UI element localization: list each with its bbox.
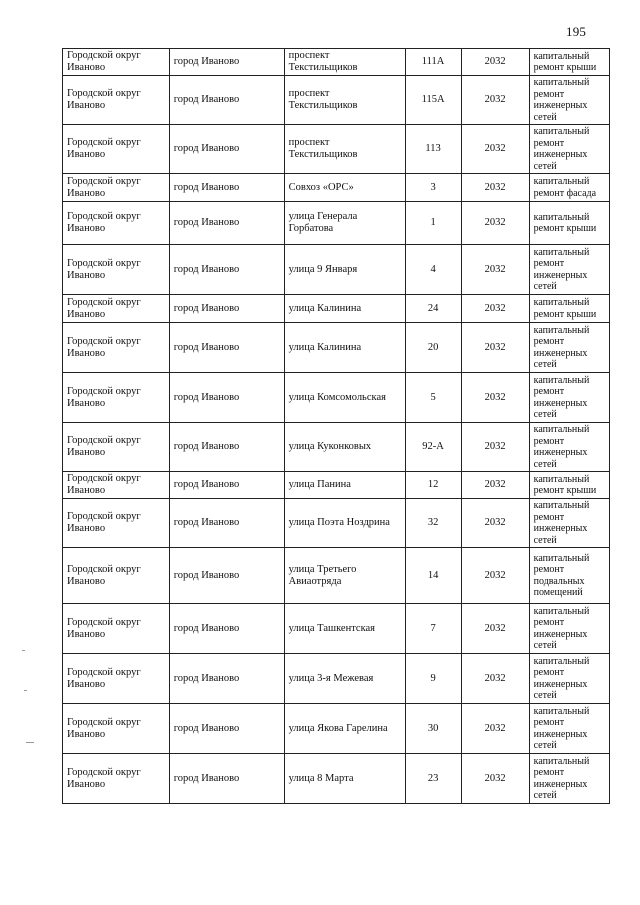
city-cell: город Иваново bbox=[169, 76, 284, 125]
city-cell: город Иваново bbox=[169, 202, 284, 245]
street-cell: улица 8 Марта bbox=[284, 754, 405, 804]
work-type-cell: капитальный ремонт инженерных сетей bbox=[529, 245, 609, 295]
street-cell: улица Калинина bbox=[284, 323, 405, 373]
work-type-cell: капитальный ремонт крыши bbox=[529, 202, 609, 245]
year-cell: 2032 bbox=[461, 754, 529, 804]
city-cell: город Иваново bbox=[169, 125, 284, 174]
street-cell: проспект Текстильщиков bbox=[284, 49, 405, 76]
house-number-cell: 5 bbox=[405, 373, 461, 423]
district-cell: Городской округ Иваново bbox=[63, 423, 170, 472]
street-cell: улица Третьего Авиаотряда bbox=[284, 548, 405, 604]
work-type-cell: капитальный ремонт инженерных сетей bbox=[529, 754, 609, 804]
street-cell: улица Якова Гарелина bbox=[284, 704, 405, 754]
table-row bbox=[63, 125, 610, 174]
street-cell: проспект Текстильщиков bbox=[284, 125, 405, 174]
district-cell: Городской округ Иваново bbox=[63, 174, 170, 202]
work-type-cell: капитальный ремонт инженерных сетей bbox=[529, 654, 609, 704]
year-cell: 2032 bbox=[461, 323, 529, 373]
city-cell: город Иваново bbox=[169, 604, 284, 654]
district-cell: Городской округ Иваново bbox=[63, 373, 170, 423]
year-cell: 2032 bbox=[461, 472, 529, 499]
table-row bbox=[63, 245, 610, 295]
table-row bbox=[63, 76, 610, 125]
table-row bbox=[63, 423, 610, 472]
district-cell: Городской округ Иваново bbox=[63, 499, 170, 548]
year-cell: 2032 bbox=[461, 373, 529, 423]
city-cell: город Иваново bbox=[169, 174, 284, 202]
table-row bbox=[63, 174, 610, 202]
year-cell: 2032 bbox=[461, 295, 529, 323]
scan-artifact bbox=[24, 690, 27, 691]
page-number: 195 bbox=[566, 24, 587, 39]
house-number-cell: 115А bbox=[405, 76, 461, 125]
street-cell: улица 9 Января bbox=[284, 245, 405, 295]
house-number-cell: 30 bbox=[405, 704, 461, 754]
year-cell: 2032 bbox=[461, 548, 529, 604]
city-cell: город Иваново bbox=[169, 472, 284, 499]
street-cell: улица Ташкентская bbox=[284, 604, 405, 654]
year-cell: 2032 bbox=[461, 174, 529, 202]
work-type-cell: капитальный ремонт инженерных сетей bbox=[529, 704, 609, 754]
work-type-cell: капитальный ремонт крыши bbox=[529, 295, 609, 323]
district-cell: Городской округ Иваново bbox=[63, 548, 170, 604]
district-cell: Городской округ Иваново bbox=[63, 323, 170, 373]
table-row bbox=[63, 373, 610, 423]
street-cell: улица Генерала Горбатова bbox=[284, 202, 405, 245]
house-number-cell: 12 bbox=[405, 472, 461, 499]
house-number-cell: 1 bbox=[405, 202, 461, 245]
street-cell: улица Комсомольская bbox=[284, 373, 405, 423]
year-cell: 2032 bbox=[461, 704, 529, 754]
year-cell: 2032 bbox=[461, 202, 529, 245]
table-row bbox=[63, 654, 610, 704]
year-cell: 2032 bbox=[461, 423, 529, 472]
city-cell: город Иваново bbox=[169, 548, 284, 604]
house-number-cell: 111А bbox=[405, 49, 461, 76]
city-cell: город Иваново bbox=[169, 295, 284, 323]
house-number-cell: 3 bbox=[405, 174, 461, 202]
city-cell: город Иваново bbox=[169, 245, 284, 295]
table-row bbox=[63, 499, 610, 548]
table-row bbox=[63, 754, 610, 804]
year-cell: 2032 bbox=[461, 245, 529, 295]
district-cell: Городской округ Иваново bbox=[63, 76, 170, 125]
city-cell: город Иваново bbox=[169, 323, 284, 373]
table-row bbox=[63, 295, 610, 323]
city-cell: город Иваново bbox=[169, 704, 284, 754]
district-cell: Городской округ Иваново bbox=[63, 125, 170, 174]
house-number-cell: 32 bbox=[405, 499, 461, 548]
work-type-cell: капитальный ремонт подвальных помещений bbox=[529, 548, 609, 604]
table-row bbox=[63, 323, 610, 373]
house-number-cell: 24 bbox=[405, 295, 461, 323]
table-row bbox=[63, 548, 610, 604]
street-cell: проспект Текстильщиков bbox=[284, 76, 405, 125]
district-cell: Городской округ Иваново bbox=[63, 295, 170, 323]
work-type-cell: капитальный ремонт крыши bbox=[529, 472, 609, 499]
district-cell: Городской округ Иваново bbox=[63, 654, 170, 704]
work-type-cell: капитальный ремонт инженерных сетей bbox=[529, 125, 609, 174]
work-type-cell: капитальный ремонт инженерных сетей bbox=[529, 423, 609, 472]
district-cell: Городской округ Иваново bbox=[63, 472, 170, 499]
house-number-cell: 113 bbox=[405, 125, 461, 174]
district-cell: Городской округ Иваново bbox=[63, 49, 170, 76]
work-type-cell: капитальный ремонт фасада bbox=[529, 174, 609, 202]
house-number-cell: 92-А bbox=[405, 423, 461, 472]
city-cell: город Иваново bbox=[169, 499, 284, 548]
table-row bbox=[63, 202, 610, 245]
district-cell: Городской округ Иваново bbox=[63, 754, 170, 804]
table-row bbox=[63, 604, 610, 654]
work-type-cell: капитальный ремонт инженерных сетей bbox=[529, 76, 609, 125]
street-cell: Совхоз «ОРС» bbox=[284, 174, 405, 202]
work-type-cell: капитальный ремонт инженерных сетей bbox=[529, 323, 609, 373]
table-row bbox=[63, 704, 610, 754]
city-cell: город Иваново bbox=[169, 373, 284, 423]
district-cell: Городской округ Иваново bbox=[63, 704, 170, 754]
city-cell: город Иваново bbox=[169, 654, 284, 704]
city-cell: город Иваново bbox=[169, 423, 284, 472]
year-cell: 2032 bbox=[461, 76, 529, 125]
district-cell: Городской округ Иваново bbox=[63, 202, 170, 245]
house-number-cell: 4 bbox=[405, 245, 461, 295]
work-type-cell: капитальный ремонт инженерных сетей bbox=[529, 499, 609, 548]
house-number-cell: 9 bbox=[405, 654, 461, 704]
district-cell: Городской округ Иваново bbox=[63, 604, 170, 654]
street-cell: улица Поэта Ноздрина bbox=[284, 499, 405, 548]
year-cell: 2032 bbox=[461, 604, 529, 654]
table-row bbox=[63, 49, 610, 76]
house-number-cell: 7 bbox=[405, 604, 461, 654]
work-type-cell: капитальный ремонт крыши bbox=[529, 49, 609, 76]
work-type-cell: капитальный ремонт инженерных сетей bbox=[529, 604, 609, 654]
street-cell: улица Калинина bbox=[284, 295, 405, 323]
house-number-cell: 14 bbox=[405, 548, 461, 604]
scan-artifact bbox=[26, 742, 34, 743]
house-number-cell: 20 bbox=[405, 323, 461, 373]
year-cell: 2032 bbox=[461, 499, 529, 548]
house-number-cell: 23 bbox=[405, 754, 461, 804]
street-cell: улица Панина bbox=[284, 472, 405, 499]
scan-artifact bbox=[22, 650, 25, 651]
table-row bbox=[63, 472, 610, 499]
street-cell: улица 3-я Межевая bbox=[284, 654, 405, 704]
year-cell: 2032 bbox=[461, 49, 529, 76]
city-cell: город Иваново bbox=[169, 49, 284, 76]
city-cell: город Иваново bbox=[169, 754, 284, 804]
year-cell: 2032 bbox=[461, 654, 529, 704]
street-cell: улица Куконковых bbox=[284, 423, 405, 472]
district-cell: Городской округ Иваново bbox=[63, 245, 170, 295]
work-type-cell: капитальный ремонт инженерных сетей bbox=[529, 373, 609, 423]
repair-schedule-table bbox=[62, 48, 610, 804]
year-cell: 2032 bbox=[461, 125, 529, 174]
